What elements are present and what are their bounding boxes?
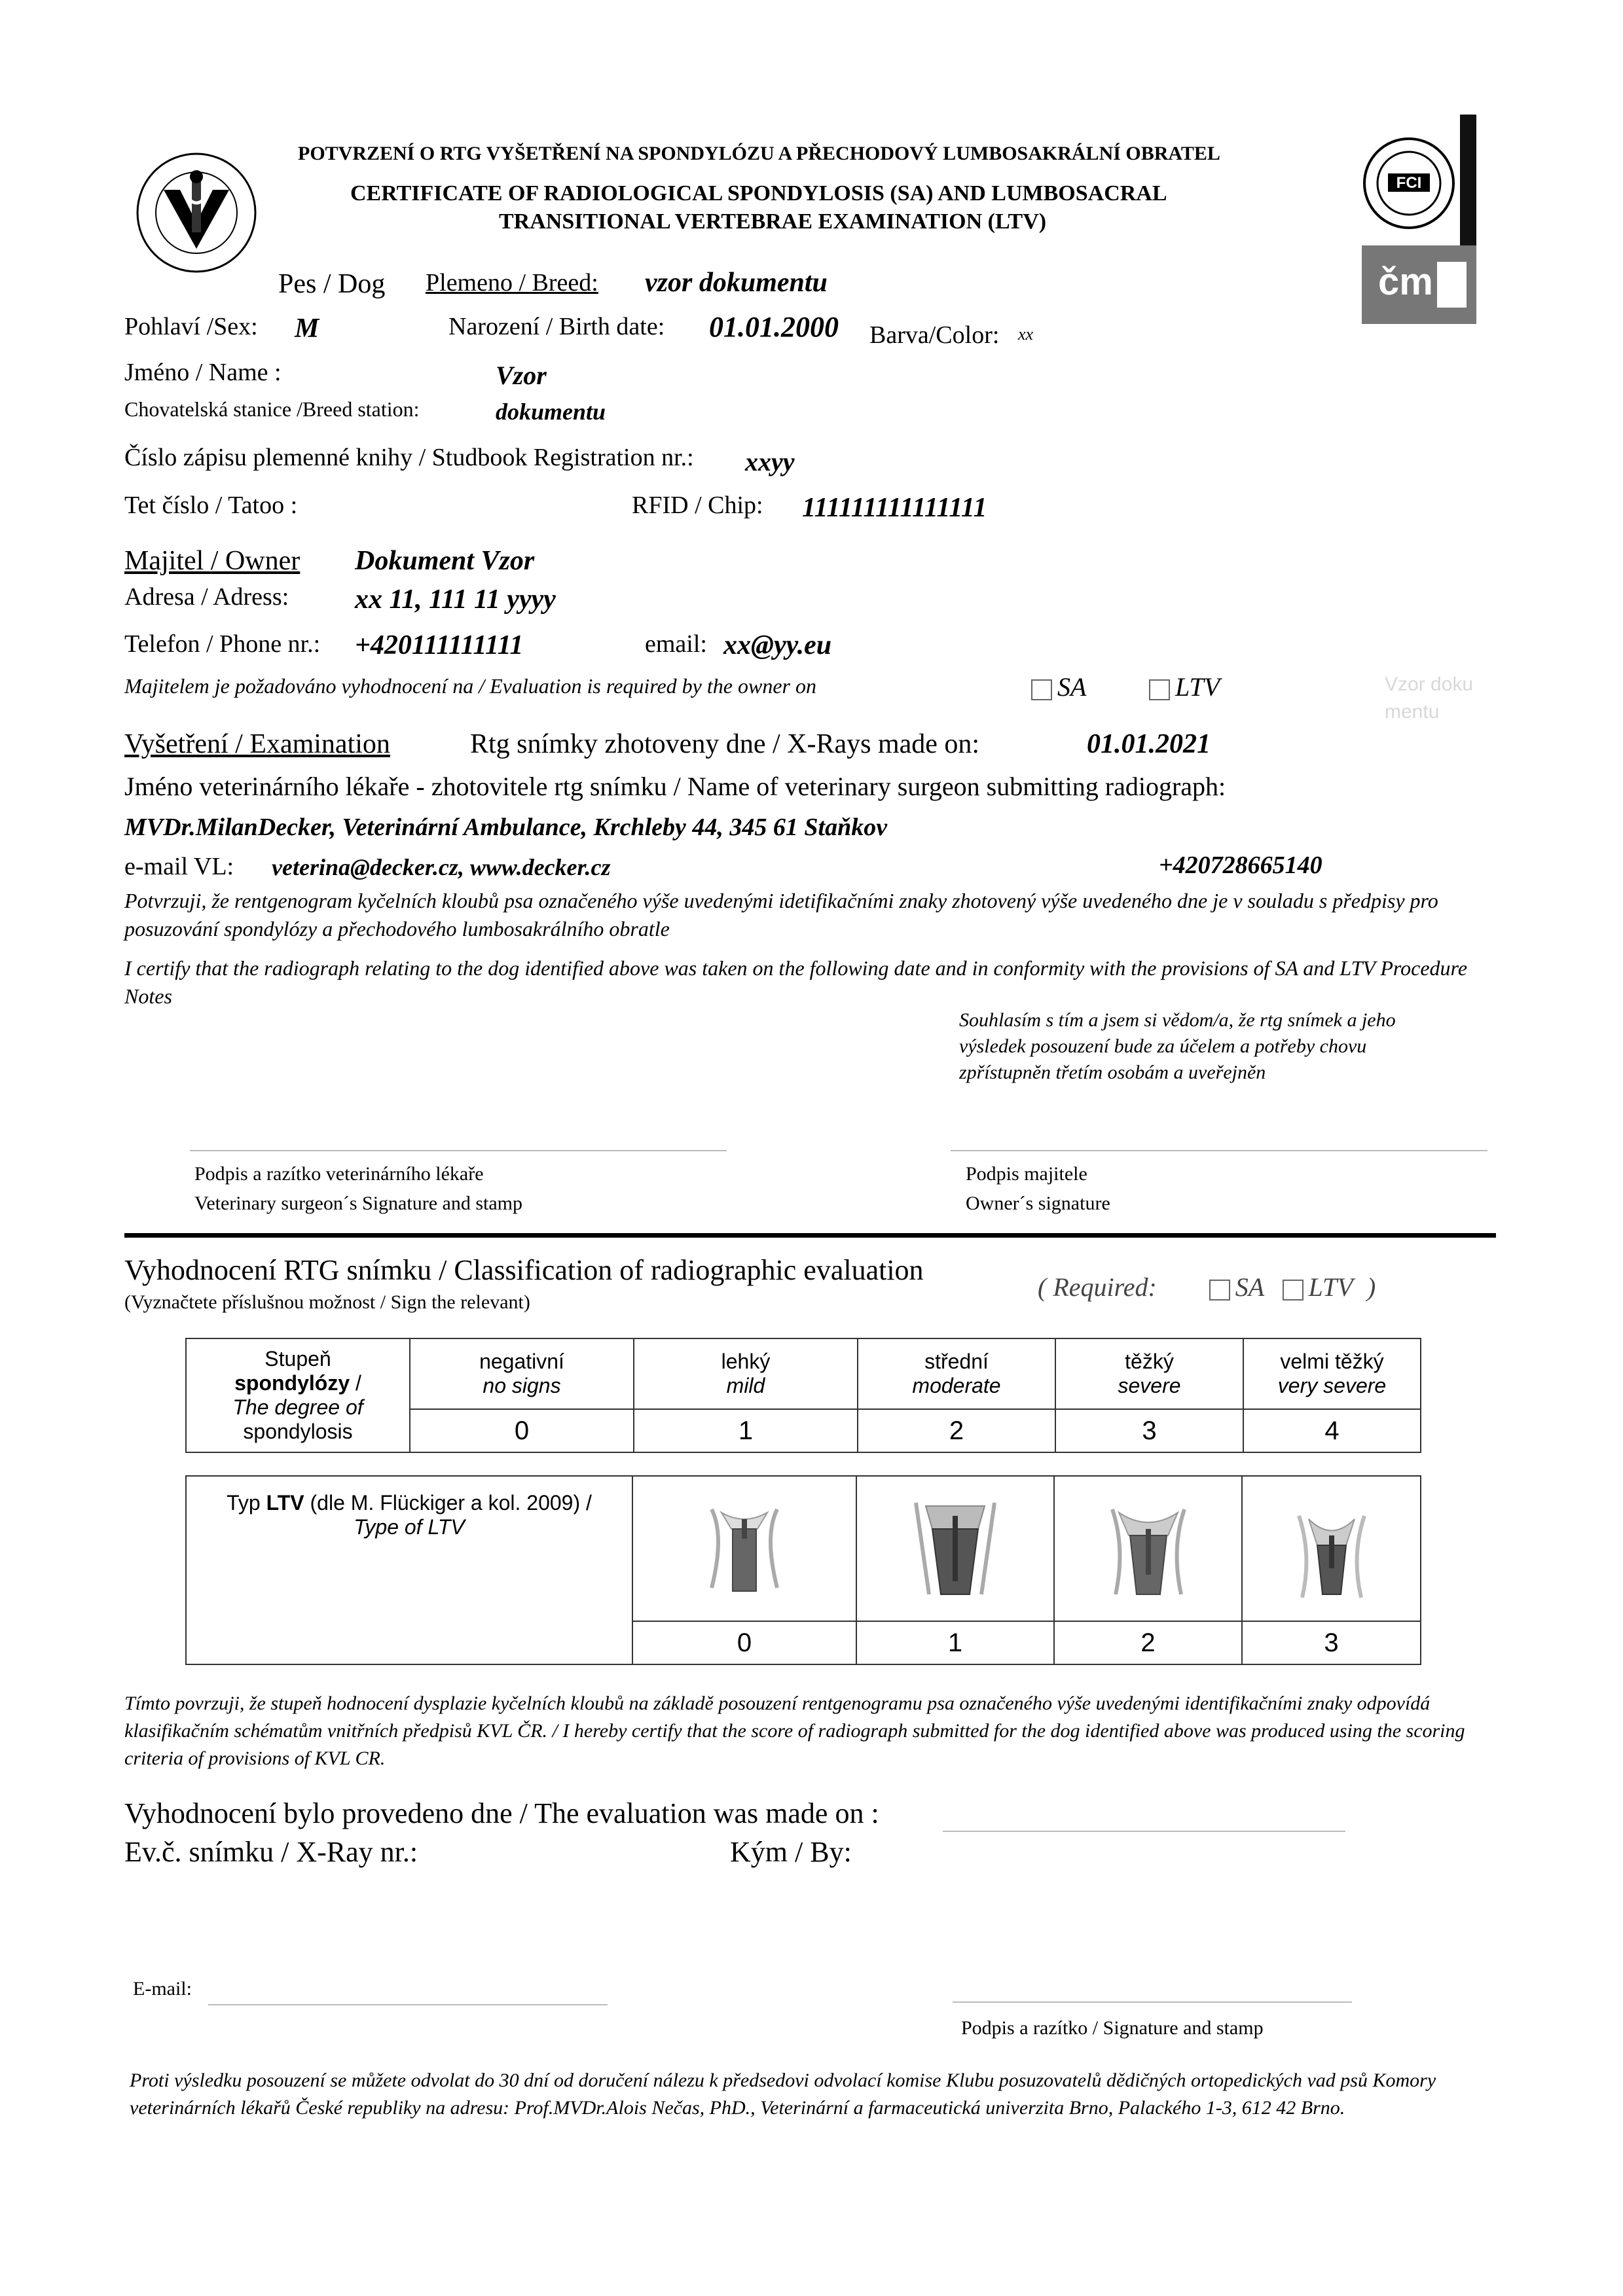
required-sa-checkbox[interactable] bbox=[1209, 1280, 1230, 1300]
vertebra-type-2-icon bbox=[1089, 1490, 1207, 1607]
phone-value: +420111111111 bbox=[355, 630, 524, 660]
consent-line2: výsledek posouzení bude za účelem a potřeby chovu bbox=[959, 1035, 1367, 1057]
kvl-logo bbox=[134, 151, 259, 275]
title-en-line2: TRANSITIONAL VERTEBRAE EXAMINATION (LTV) bbox=[499, 209, 1047, 234]
watermark bbox=[1385, 671, 1474, 723]
footer-signature-line bbox=[953, 2001, 1352, 2003]
sa-grade-0-cz: negativní bbox=[479, 1350, 564, 1374]
ltv-type-1-image bbox=[856, 1476, 1054, 1621]
address-value: xx 11, 111 11 yyyy bbox=[355, 584, 556, 615]
sa-header-line2: spondylózy bbox=[234, 1371, 350, 1395]
vet-sign-label1: Podpis a razítko veterinárního lékaře bbox=[194, 1163, 484, 1185]
sa-grade-4-en: very severe bbox=[1277, 1374, 1387, 1397]
sa-grade-3-cz: těžký bbox=[1125, 1350, 1174, 1374]
sa-grade-2-header bbox=[858, 1338, 1055, 1409]
required-label: ( Required: bbox=[1038, 1272, 1157, 1302]
sa-checkbox[interactable] bbox=[1031, 679, 1052, 700]
xray-date: 01.01.2021 bbox=[1087, 729, 1211, 759]
birth-label: Narození / Birth date: bbox=[448, 313, 665, 340]
owner-sign-label2: Owner´s signature bbox=[966, 1193, 1110, 1214]
ltv-type-3-image bbox=[1242, 1476, 1421, 1621]
sa-grade-3-header bbox=[1055, 1338, 1243, 1409]
consent-line3: zpřístupněn třetím osobám a uveřejněn bbox=[959, 1062, 1266, 1083]
svg-text:FCI: FCI bbox=[1396, 174, 1422, 192]
sa-grade-4-cz: velmi těžký bbox=[1280, 1350, 1384, 1374]
owner-value: Dokument Vzor bbox=[355, 546, 535, 576]
ltv-type-2-value[interactable]: 2 bbox=[1054, 1621, 1242, 1664]
ltv-header-cell bbox=[186, 1476, 632, 1664]
ltv-header-en: Type of LTV bbox=[354, 1515, 465, 1539]
vet-sign-label2: Veterinary surgeon´s Signature and stamp bbox=[194, 1193, 522, 1214]
eval-required-text: Majitelem je požadováno vyhodnocení na / Evaluation is required by the owner on bbox=[124, 674, 816, 698]
station-label: Chovatelská stanice /Breed station: bbox=[124, 397, 420, 421]
exam-label: Vyšetření / Examination bbox=[124, 729, 390, 759]
ltv-type-table bbox=[185, 1475, 1421, 1665]
eval-date-label: Vyhodnocení bylo provedeno dne / The evaluation was made on : bbox=[124, 1797, 879, 1829]
dog-label: Pes / Dog bbox=[278, 269, 386, 299]
breed-value: vzor dokumentu bbox=[645, 268, 828, 298]
tatoo-label: Tet číslo / Tatoo : bbox=[124, 492, 298, 519]
required-close: ) bbox=[1366, 1272, 1376, 1302]
xray-label: Rtg snímky zhotoveny dne / X-Rays made on: bbox=[470, 729, 980, 759]
option-ltv-label: LTV bbox=[1175, 672, 1220, 702]
required-group bbox=[1038, 1272, 1376, 1302]
xray-nr-label: Ev.č. snímku / X-Ray nr.: bbox=[124, 1836, 418, 1868]
sa-header-line1: Stupeň bbox=[264, 1347, 331, 1371]
section-divider bbox=[124, 1233, 1496, 1238]
vertebra-type-1-icon bbox=[896, 1490, 1014, 1607]
footer-sign-label: Podpis a razítko / Signature and stamp bbox=[961, 2017, 1264, 2039]
title-cz: POTVRZENÍ O RTG VYŠETŘENÍ NA SPONDYLÓZU A PŘECHODOVÝ LUMBOSAKRÁLNÍ OBRATEL bbox=[298, 143, 1220, 164]
sex-label: Pohlaví /Sex: bbox=[124, 313, 258, 340]
sa-header-slash: / bbox=[356, 1371, 361, 1395]
phone-label: Telefon / Phone nr.: bbox=[124, 630, 321, 658]
sa-grade-0-header bbox=[410, 1338, 634, 1409]
sa-grade-1-cz: lehký bbox=[721, 1350, 771, 1374]
vet-signature-line bbox=[190, 1150, 727, 1151]
option-sa[interactable] bbox=[1031, 672, 1086, 702]
owner-signature-line bbox=[951, 1150, 1487, 1151]
address-label: Adresa / Adress: bbox=[124, 583, 289, 611]
vet-phone-value: +420728665140 bbox=[1159, 852, 1322, 879]
classification-subtitle: (Vyznačtete příslušnou možnost / Sign the relevant) bbox=[124, 1291, 530, 1313]
certify-text: Tímto povrzuji, že stupeň hodnocení dysplazie kyčelních kloubů na základě posouzení rentgenogramu psa označeného výše uvedenými identifikačními znaky odpovídá klasifikačním schématům vnitřních předpisů KVL ČR. / I hereby certify that the score of radiograph submitted for the dog identified above was produced using the scoring criteria of provisions of KVL CR. bbox=[124, 1693, 1465, 1769]
required-ltv-label: LTV bbox=[1308, 1272, 1353, 1302]
owner-email-label: email: bbox=[645, 630, 707, 658]
color-value: xx bbox=[1018, 325, 1034, 344]
svg-text:čm: čm bbox=[1378, 260, 1433, 303]
by-label: Kým / By: bbox=[730, 1836, 852, 1868]
ltv-header-source: (dle M. Flückiger a kol. 2009) / bbox=[310, 1491, 592, 1515]
owner-sign-label1: Podpis majitele bbox=[966, 1163, 1087, 1185]
ltv-type-2-image bbox=[1054, 1476, 1242, 1621]
title-en-line1: CERTIFICATE OF RADIOLOGICAL SPONDYLOSIS (SA) AND LUMBOSACRAL bbox=[350, 181, 1167, 206]
ltv-header-typ: Typ bbox=[227, 1491, 261, 1515]
vertebra-type-0-icon bbox=[685, 1490, 803, 1607]
watermark-line2: mentu bbox=[1385, 701, 1440, 723]
option-sa-label: SA bbox=[1057, 672, 1087, 702]
owner-email-value: xx@yy.eu bbox=[723, 630, 832, 660]
ltv-type-0-value[interactable]: 0 bbox=[632, 1621, 856, 1664]
sa-header-line3: The degree of bbox=[232, 1395, 363, 1419]
vet-email-label: e-mail VL: bbox=[124, 853, 234, 880]
eval-date-line[interactable] bbox=[943, 1831, 1345, 1832]
studbook-value: xxyy bbox=[745, 447, 795, 476]
sa-grade-1-en: mild bbox=[726, 1374, 765, 1397]
color-label: Barva/Color: bbox=[869, 321, 1000, 349]
ltv-type-0-image bbox=[632, 1476, 856, 1621]
consent-line1: Souhlasím s tím a jsem si vědom/a, že rtg snímek a jeho bbox=[959, 1009, 1396, 1031]
footer-email-label: E-mail: bbox=[133, 1978, 192, 2000]
footer-email-line[interactable] bbox=[208, 2004, 608, 2005]
sex-value: M bbox=[295, 314, 319, 344]
birth-value: 01.01.2000 bbox=[709, 311, 839, 343]
required-ltv-checkbox[interactable] bbox=[1283, 1280, 1304, 1300]
name-label: Jméno / Name : bbox=[124, 359, 282, 386]
sa-grade-4-value[interactable]: 4 bbox=[1243, 1409, 1421, 1452]
owner-label: Majitel / Owner bbox=[124, 546, 301, 576]
fci-cmku-logo bbox=[1362, 115, 1476, 324]
vertebra-type-3-icon bbox=[1273, 1490, 1391, 1607]
studbook-label: Číslo zápisu plemenné knihy / Studbook Registration nr.: bbox=[124, 444, 694, 471]
ltv-header-ltv: LTV bbox=[266, 1491, 304, 1515]
vet-name-value: MVDr.MilanDecker, Veterinární Ambulance, Krchleby 44, 345 61 Staňkov bbox=[124, 814, 888, 841]
confirm-cz: Potvrzuji, že rentgenogram kyčelních kloubů psa označeného výše uvedenými idetifikačními znaky zhotovený výše uvedeného dne je v souladu s předpisy pro posuzování spondylózy a přechodového lumbosakrálního obratle bbox=[124, 889, 1438, 941]
chip-label: RFID / Chip: bbox=[632, 492, 763, 519]
appeal-text: Proti výsledku posouzení se můžete odvolat do 30 dní od doručení nálezu k předsedovi odvolací komise Klubu posuzovatelů dědičných ortopedických vad psů Komory veterinárních lékařů České republiky na adresu: Prof.MVDr.Alois Nečas, PhD., Veterinární a farmaceutická univerzita Brno, Palackého 1-3, 612 42 Brno. bbox=[130, 2070, 1436, 2119]
spondylosis-grade-table bbox=[185, 1338, 1421, 1453]
breed-label: Plemeno / Breed: bbox=[426, 269, 598, 296]
sa-grade-3-value[interactable]: 3 bbox=[1055, 1409, 1243, 1452]
ltv-type-3-value[interactable]: 3 bbox=[1242, 1621, 1421, 1664]
ltv-type-1-value[interactable]: 1 bbox=[856, 1621, 1054, 1664]
vet-name-label: Jméno veterinárního lékaře - zhotovitele rtg snímku / Name of veterinary surgeon submitting radiograph: bbox=[124, 772, 1226, 801]
ltv-checkbox[interactable] bbox=[1149, 679, 1170, 700]
sa-grade-4-header bbox=[1243, 1338, 1421, 1409]
watermark-line1: Vzor doku bbox=[1385, 673, 1474, 695]
confirm-en: I certify that the radiograph relating to the dog identified above was taken on the following date and in conformity with the provisions of SA and LTV Procedure Notes bbox=[124, 956, 1468, 1009]
sa-grade-0-value[interactable]: 0 bbox=[410, 1409, 634, 1452]
sa-grade-0-en: no signs bbox=[483, 1374, 561, 1397]
vet-email-value: veterina@decker.cz, www.decker.cz bbox=[272, 854, 611, 880]
classification-title: Vyhodnocení RTG snímku / Classification of radiographic evaluation bbox=[124, 1254, 924, 1286]
sa-header-line4: spondylosis bbox=[243, 1419, 353, 1443]
sa-grade-2-value[interactable]: 2 bbox=[858, 1409, 1055, 1452]
chip-value: 111111111111111 bbox=[802, 493, 987, 523]
station-value: dokumentu bbox=[496, 399, 606, 425]
sa-grade-1-value[interactable]: 1 bbox=[634, 1409, 858, 1452]
sa-header-cell bbox=[186, 1338, 410, 1452]
sa-grade-1-header bbox=[634, 1338, 858, 1409]
required-sa-label: SA bbox=[1235, 1272, 1264, 1302]
sa-grade-2-cz: střední bbox=[924, 1350, 989, 1374]
sa-grade-2-en: moderate bbox=[912, 1374, 1001, 1397]
sa-grade-3-en: severe bbox=[1118, 1374, 1181, 1397]
name-value: Vzor bbox=[496, 361, 547, 390]
option-ltv[interactable] bbox=[1149, 672, 1220, 702]
